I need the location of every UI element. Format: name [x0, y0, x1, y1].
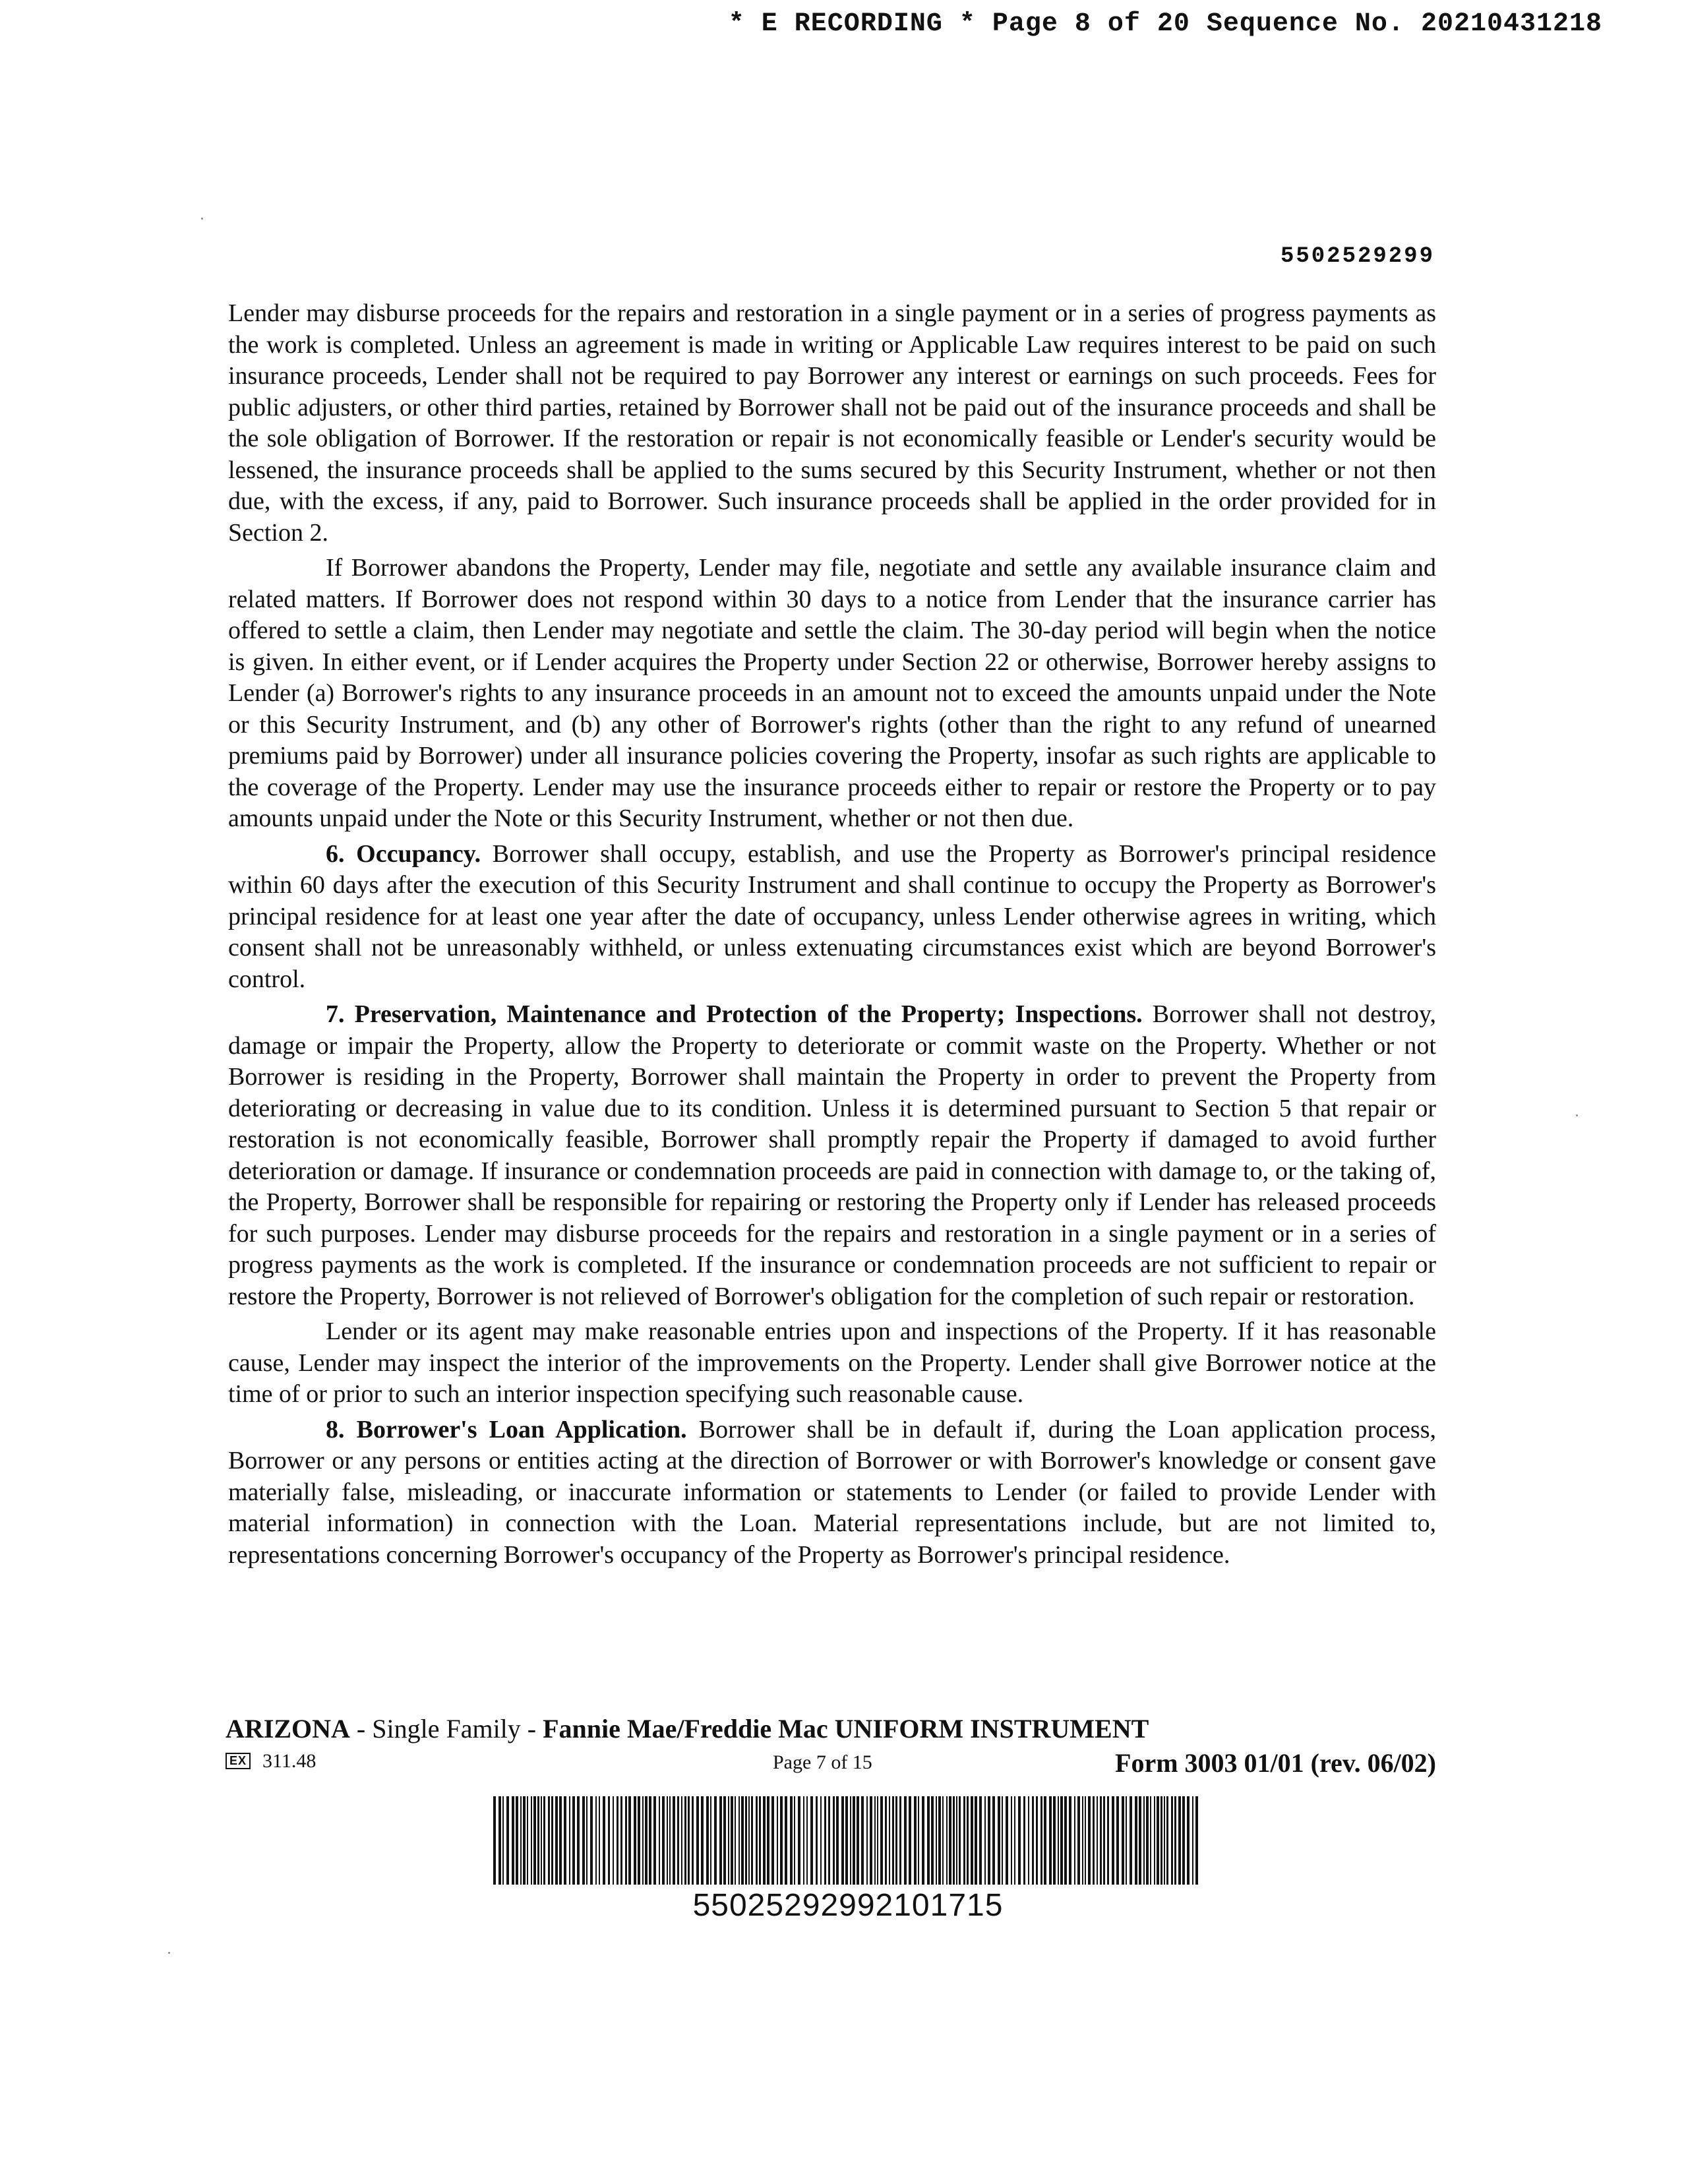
section-6-occupancy [228, 839, 1436, 996]
footer-title [226, 1713, 1149, 1744]
barcode-bar [984, 1796, 986, 1885]
footer-state: ARIZONA [226, 1714, 350, 1744]
barcode-bar [512, 1796, 514, 1885]
barcode-bar [1112, 1796, 1114, 1885]
barcode-bar [613, 1796, 614, 1885]
barcode-bar [874, 1796, 876, 1885]
barcode-bar [845, 1796, 848, 1885]
barcode-bar [564, 1796, 566, 1885]
barcode-bar [889, 1796, 890, 1885]
form-number: Form 3003 01/01 (rev. 06/02) [1115, 1748, 1436, 1778]
barcode-bar [531, 1796, 532, 1885]
barcode-bar [551, 1796, 553, 1885]
barcode-bar [979, 1796, 982, 1885]
barcode-bar [877, 1796, 878, 1885]
barcode-bar [866, 1796, 868, 1885]
barcode-bar [931, 1796, 934, 1885]
barcode-bar [1044, 1796, 1046, 1885]
barcode-bar [794, 1796, 795, 1885]
barcode-bar [1150, 1796, 1151, 1885]
barcode-bar [628, 1796, 631, 1885]
barcode-bar [642, 1796, 644, 1885]
barcode-bar [748, 1796, 750, 1885]
barcode-bar [959, 1796, 961, 1885]
section-6-heading: 6. Occupancy. [326, 839, 481, 868]
barcode-bar [1014, 1796, 1015, 1885]
barcode-bar [836, 1796, 839, 1885]
section-8-heading: 8. Borrower's Loan Application. [326, 1415, 687, 1443]
barcode-bar [946, 1796, 948, 1885]
section-7-heading: 7. Preservation, Maintenance and Protection of the Property; Inspections. [326, 1000, 1143, 1028]
barcode-bar [763, 1796, 766, 1885]
barcode-bar [1143, 1796, 1145, 1885]
barcode-bar [659, 1796, 660, 1885]
barcode-bar [1060, 1796, 1063, 1885]
barcode-bar [649, 1796, 651, 1885]
ex-logo-icon: EX [226, 1753, 251, 1769]
scan-speck [168, 1952, 170, 1954]
barcode-bar [653, 1796, 656, 1885]
barcode-bar [617, 1796, 618, 1885]
barcode-bar [785, 1796, 787, 1885]
barcode-bar [942, 1796, 944, 1885]
barcode-bar [662, 1796, 665, 1885]
barcode-bar [1107, 1796, 1109, 1885]
barcode-bar [548, 1796, 550, 1885]
barcode-bar [1077, 1796, 1080, 1885]
barcode-bar [833, 1796, 835, 1885]
barcode-bar [767, 1796, 769, 1885]
barcode-bar [714, 1796, 717, 1885]
barcode-bar [1064, 1796, 1067, 1885]
barcode-bar [638, 1796, 640, 1885]
barcode-bar [1085, 1796, 1086, 1885]
barcode-bar [599, 1796, 600, 1885]
barcode-bar [938, 1796, 941, 1885]
recording-stamp: * E RECORDING * Page 8 of 20 Sequence No. 20210431218 [728, 9, 1602, 39]
barcode-bar [914, 1796, 917, 1885]
barcode-bar [706, 1796, 709, 1885]
barcode-bar [949, 1796, 951, 1885]
barcode-bar [904, 1796, 907, 1885]
page-number: Page 7 of 15 [773, 1751, 872, 1773]
section-7-text: Borrower shall not destroy, damage or impair the Property, allow the Property to deteriorate or commit waste on the Property. Whether or not Borrower is residing in the Property, Borrower shall maintain the Property in order to prevent the Property from deteriorating or decreasing in value due to its condition. Unless it is determined pursuant to Section 5 that repair or restoration is not economically feasible, Borrower shall promptly repair the Property if damaged to avoid further deterioration or damage. If insurance or condemnation proceeds are paid in connection with damage to, or the taking of, the Property, Borrower shall be responsible for repairing or restoring the Property only if Lender has released proceeds for such purposes. Lender may disburse proceeds for the repairs and restoration in a single payment or in a series of progress payments as the work is completed. If the insurance or condemnation proceeds are not sufficient to repair or restore the Property, Borrower is not relieved of Borrower's obligation for the completion of such repair or restoration. [228, 1000, 1437, 1310]
barcode-bar [625, 1796, 627, 1885]
barcode-bar [738, 1796, 740, 1885]
barcode-bar [502, 1796, 504, 1885]
barcode-bar [537, 1796, 539, 1885]
barcode-bar [1130, 1796, 1132, 1885]
barcode-bar [735, 1796, 736, 1885]
form-code-number: 311.48 [262, 1750, 316, 1772]
barcode-bar [728, 1796, 729, 1885]
footer-separator: - Single Family - [349, 1714, 543, 1744]
barcode-bar [1006, 1796, 1008, 1885]
barcode-bar [892, 1796, 894, 1885]
scan-speck [1576, 1114, 1578, 1116]
barcode-bar [1154, 1796, 1155, 1885]
barcode-number: 55025292992101715 [692, 1888, 1004, 1923]
barcode-bar [520, 1796, 522, 1885]
barcode-bar [533, 1796, 536, 1885]
barcode-bar [681, 1796, 682, 1885]
barcode-bar [1069, 1796, 1071, 1885]
barcode-bar [853, 1796, 855, 1885]
barcode-bar [857, 1796, 859, 1885]
barcode-bar [850, 1796, 851, 1885]
barcode-bar [669, 1796, 671, 1885]
paragraph-abandonment: If Borrower abandons the Property, Lender may file, negotiate and settle any available insurance claim and related matters. If Borrower does not respond within 30 days to a notice from Lender that the insurance carrier has offered to settle a claim, then Lender may negotiate and settle the claim. The 30-day period will begin when the notice is given. In either event, or if Lender acquires the Property under Section 22 or otherwise, Borrower hereby assigns to Lender (a) Borrower's rights to any insurance proceeds in an amount not to exceed the amounts unpaid under the Note or this Security Instrument, and (b) any other of Borrower's rights (other than the right to any refund of unearned premiums paid by Borrower) under all insurance policies covering the Property, insofar as such rights are applicable to the coverage of the Property. Lender may use the insurance proceeds either to repair or restore the Property or to pay amounts unpaid under the Note or this Security Instrument, whether or not then due. [228, 554, 1436, 832]
barcode-bar [577, 1796, 580, 1885]
barcode-bar [1122, 1796, 1124, 1885]
section-7-preservation [228, 999, 1436, 1312]
barcode-bar [541, 1796, 542, 1885]
barcode-bar [1097, 1796, 1098, 1885]
barcode-bar [861, 1796, 864, 1885]
barcode-bar [828, 1796, 830, 1885]
barcode-bar [936, 1796, 937, 1885]
barcode-bar [953, 1796, 955, 1885]
barcode-bar [751, 1796, 753, 1885]
barcode-bar [572, 1796, 575, 1885]
barcode-bar [1166, 1796, 1168, 1885]
barcode-bar [1058, 1796, 1059, 1885]
section-8-loan-application [228, 1414, 1436, 1571]
scan-speck [201, 218, 203, 220]
barcode-bar [885, 1796, 887, 1885]
barcode-bar [927, 1796, 930, 1885]
barcode-bar [723, 1796, 726, 1885]
barcode-bar [692, 1796, 694, 1885]
barcode-bar [992, 1796, 995, 1885]
barcode-bar [555, 1796, 558, 1885]
barcode-bar [620, 1796, 622, 1885]
barcode-bar [798, 1796, 800, 1885]
barcode-bar [498, 1796, 501, 1885]
section-8-text: Borrower shall be in default if, during the Loan application process, Borrower or any persons or entities acting at the direction of Borrower or with Borrower's knowledge or consent gave materially false, misleading, or inaccurate information or statements to Lender (or failed to provide Lender with material information) in connection with the Loan. Material representations include, but are not limited to, representations concerning Borrower's occupancy of the Property as Borrower's principal residence. [228, 1415, 1436, 1569]
section-6-text: Borrower shall occupy, establish, and use the Property as Borrower's principal residence within 60 days after the execution of this Security Instrument and shall continue to occupy the Property as Borrower's principal residence for at least one year after the date of occupancy, unless Lender otherwise agrees in writing, which consent shall not be unreasonably withheld, or unless extenuating circumstances exist which are beyond Borrower's control. [228, 839, 1437, 993]
paragraph-inspections: Lender or its agent may make reasonable entries upon and inspections of the Property. If it has reasonable cause, Lender may inspect the interior of the improvements on the Property. Lender shall give Borrower notice at the time of or prior to such an interior inspection specifying such reasonable cause. [228, 1318, 1436, 1408]
footer-instrument: Fannie Mae/Freddie Mac UNIFORM INSTRUMENT [543, 1714, 1149, 1744]
barcode-bar [696, 1796, 699, 1885]
barcode-bar [1040, 1796, 1042, 1885]
barcode-bar [701, 1796, 704, 1885]
barcode-bar [586, 1796, 588, 1885]
barcode-bar [918, 1796, 919, 1885]
barcode-bar [1146, 1796, 1149, 1885]
barcode-bar [1195, 1796, 1198, 1885]
barcode-bar [1093, 1796, 1095, 1885]
barcode-bar [1164, 1796, 1165, 1885]
barcode-bar [803, 1796, 804, 1885]
barcode-bar [1192, 1796, 1193, 1885]
barcode-bar [806, 1796, 808, 1885]
barcode-bar [922, 1796, 924, 1885]
barcode-bar [667, 1796, 668, 1885]
barcode-bar [719, 1796, 722, 1885]
barcode-bar [1053, 1796, 1056, 1885]
document-body [228, 298, 1436, 1575]
barcode-bar [1116, 1796, 1119, 1885]
barcode-bar [516, 1796, 518, 1885]
barcode-bar [899, 1796, 901, 1885]
barcode-bar [1100, 1796, 1102, 1885]
barcode-bar [1187, 1796, 1190, 1885]
barcode-bar [756, 1796, 758, 1885]
barcode-bar [975, 1796, 977, 1885]
barcode-bar [1178, 1796, 1181, 1885]
barcode-bar [710, 1796, 711, 1885]
paragraph-insurance-proceeds: Lender may disburse proceeds for the repairs and restoration in a single payment or in a series of progress payments as the work is completed. Unless an agreement is made in writing or Applicable Law requires interest to be paid on such insurance proceeds, Lender shall not be required to pay Borrower any interest or earnings on such proceeds. Fees for public adjusters, or other third parties, retained by Borrower shall not be paid out of the insurance proceeds and shall be the sole obligation of Borrower. If the restoration or repair is not economically feasible or Lender's security would be lessened, the insurance proceeds shall be applied to the sums secured by this Security Instrument, whether or not then due, with the excess, if any, paid to Borrower. Such insurance proceeds shall be applied in the order provided for in Section 2. [228, 299, 1436, 547]
barcode-bar [1002, 1796, 1003, 1885]
barcode-bar [645, 1796, 648, 1885]
barcode-bar [590, 1796, 593, 1885]
barcode-bar [956, 1796, 957, 1885]
barcode-bar [963, 1796, 965, 1885]
barcode-bar [603, 1796, 605, 1885]
barcode-bar [1139, 1796, 1141, 1885]
barcode-bar [816, 1796, 818, 1885]
barcode-bar [506, 1796, 509, 1885]
barcode-bar [998, 1796, 1000, 1885]
barcode-bar [780, 1796, 783, 1885]
barcode-bar [1082, 1796, 1083, 1885]
footer-row [226, 1747, 1436, 1780]
barcode-bar [771, 1796, 774, 1885]
barcode-bar [1103, 1796, 1105, 1885]
barcode-bar [1171, 1796, 1173, 1885]
barcode-bar [988, 1796, 990, 1885]
barcode-bar [745, 1796, 747, 1885]
barcode-bar [1018, 1796, 1021, 1885]
barcode-bar [820, 1796, 822, 1885]
barcode-bar [569, 1796, 570, 1885]
barcode-bar [1049, 1796, 1052, 1885]
barcode-bar [841, 1796, 844, 1885]
barcode-bar [1028, 1796, 1029, 1885]
barcode-bar [1036, 1796, 1038, 1885]
barcode-bar [1182, 1796, 1185, 1885]
barcode-bar [1088, 1796, 1091, 1885]
barcode-bar [1011, 1796, 1012, 1885]
barcode-bar [608, 1796, 610, 1885]
barcode-bar [688, 1796, 690, 1885]
barcode-bar [1023, 1796, 1025, 1885]
barcode-bar [731, 1796, 733, 1885]
barcode-bar [582, 1796, 585, 1885]
barcode-bar [895, 1796, 897, 1885]
barcode-bar [1135, 1796, 1137, 1885]
barcode-bar [634, 1796, 636, 1885]
barcode-bar [684, 1796, 686, 1885]
barcode-bar [810, 1796, 813, 1885]
barcode-bar [595, 1796, 597, 1885]
form-code [226, 1750, 316, 1773]
barcode-bar [824, 1796, 826, 1885]
barcode-bar [527, 1796, 528, 1885]
barcode [493, 1796, 1203, 1885]
barcode-bar [1160, 1796, 1162, 1885]
barcode-bar [1074, 1796, 1075, 1885]
barcode-bar [909, 1796, 911, 1885]
barcode-bar [790, 1796, 793, 1885]
barcode-bar [777, 1796, 778, 1885]
barcode-bar [543, 1796, 545, 1885]
barcode-bar [677, 1796, 679, 1885]
barcode-bar [1032, 1796, 1034, 1885]
barcode-bar [1174, 1796, 1176, 1885]
barcode-bar [880, 1796, 883, 1885]
barcode-bar [559, 1796, 562, 1885]
barcode-bar [673, 1796, 675, 1885]
loan-number: 5502529299 [1280, 244, 1435, 269]
barcode-bar [493, 1796, 496, 1885]
barcode-bar [741, 1796, 744, 1885]
barcode-bar [967, 1796, 969, 1885]
barcode-bar [1126, 1796, 1127, 1885]
barcode-bar [870, 1796, 872, 1885]
barcode-bar [1157, 1796, 1159, 1885]
barcode-bar [523, 1796, 526, 1885]
barcode-bar [759, 1796, 761, 1885]
barcode-bar [971, 1796, 973, 1885]
